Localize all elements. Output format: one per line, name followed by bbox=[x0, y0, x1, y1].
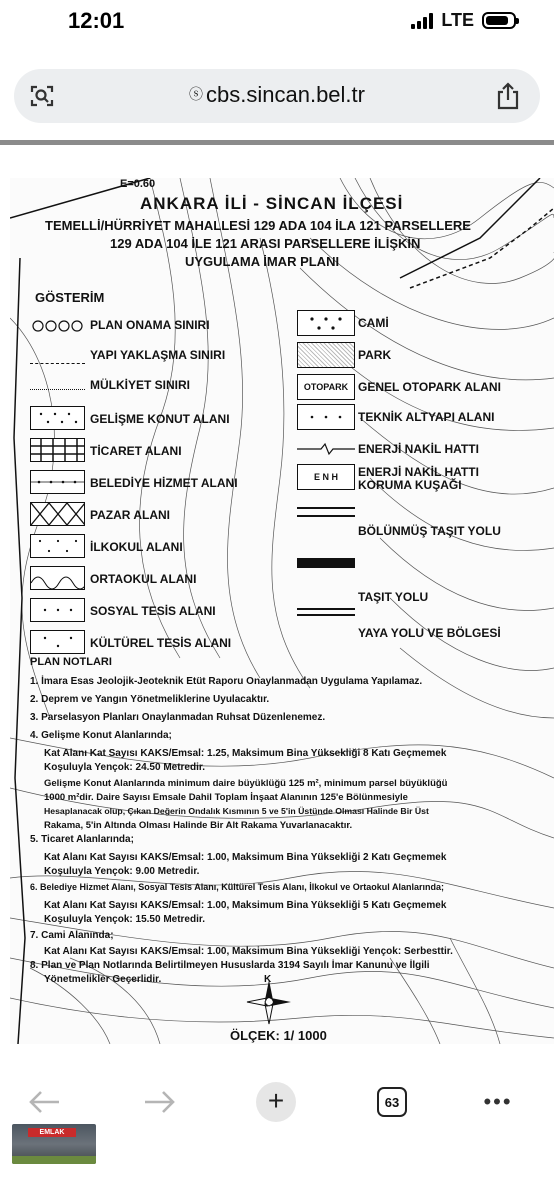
url-label: cbs.sincan.bel.tr bbox=[206, 82, 365, 107]
thumbnail-grass bbox=[12, 1156, 96, 1164]
legend-swatch-parking: OTOPARK bbox=[297, 374, 355, 400]
note-line: 1. İmara Esas Jeolojik-Jeoteknik Etüt Raporu Onaylanmadan Uygulama Yapılamaz. bbox=[30, 676, 423, 687]
legend-swatch-municipal bbox=[30, 470, 85, 494]
density-value: E=0.60 bbox=[120, 178, 156, 190]
url-text[interactable] bbox=[14, 82, 540, 108]
legend-label: YAPI YAKLAŞMA SINIRI bbox=[90, 348, 226, 362]
forward-button[interactable] bbox=[140, 1082, 180, 1122]
legend-swatch-pedestrian-road bbox=[297, 608, 355, 616]
legend-swatch-commerce bbox=[30, 438, 85, 462]
note-line: Kat Alanı Kat Sayısı KAKS/Emsal: 1.00, Maksimum Bina Yüksekliği Yençok: Serbesttir. bbox=[44, 946, 453, 957]
notes-title: PLAN NOTLARI bbox=[30, 656, 112, 668]
note-line: 1000 m²dir. Daire Sayısı Emsale Dahil Toplam İnşaat Alanının 125'e Bölünmesiyle bbox=[44, 792, 408, 803]
note-line: Koşuluyla Yençok: 15.50 Metredir. bbox=[44, 914, 205, 925]
status-indicators bbox=[411, 10, 516, 31]
battery-icon bbox=[482, 12, 516, 29]
legend-swatch-housing bbox=[30, 406, 85, 430]
legend-label: MÜLKİYET SINIRI bbox=[90, 378, 191, 392]
tabs-icon: 63 bbox=[377, 1087, 407, 1117]
legend-swatch-power-line-buffer: E N H bbox=[297, 464, 355, 490]
tabs-button[interactable] bbox=[372, 1082, 412, 1122]
note-line: 4. Gelişme Konut Alanlarında; bbox=[30, 730, 172, 741]
note-line: Koşuluyla Yençok: 9.00 Metredir. bbox=[44, 866, 200, 877]
note-line: 8. Plan ve Plan Notlarında Belirtilmeyen Hususlarda 3194 Sayılı İmar Kanunu ve İlgili bbox=[30, 960, 430, 971]
address-bar[interactable] bbox=[14, 69, 540, 123]
legend-swatch-park bbox=[297, 342, 355, 368]
plan-subtitle-1: TEMELLİ/HÜRRİYET MAHALLESİ 129 ADA 104 İLA 121 PARSELLERE bbox=[45, 218, 471, 233]
legend-swatch-property-line bbox=[30, 370, 85, 390]
plan-title: ANKARA İLİ - SİNCAN İLÇESİ bbox=[140, 194, 404, 213]
note-line: 3. Parselasyon Planları Onaylanmadan Ruhsat Düzenlenemez. bbox=[30, 712, 326, 723]
zoning-plan-map[interactable] bbox=[10, 178, 554, 1044]
legend-label: PLAN ONAMA SINIRI bbox=[90, 318, 210, 332]
tab-preview-thumbnail[interactable] bbox=[12, 1124, 96, 1164]
legend-swatch-road bbox=[297, 558, 355, 568]
status-bar bbox=[0, 0, 554, 44]
battery-fill bbox=[486, 16, 508, 25]
legend-swatch-plan-boundary bbox=[30, 314, 85, 338]
legend-label: TİCARET ALANI bbox=[90, 444, 182, 458]
more-icon: ••• bbox=[483, 1089, 513, 1114]
lock-icon: ⓢ bbox=[189, 86, 204, 102]
legend-swatch-power-line bbox=[297, 436, 355, 462]
legend-label: TEKNİK ALTYAPI ALANI bbox=[358, 410, 495, 424]
legend-label: SOSYAL TESİS ALANI bbox=[90, 604, 216, 618]
note-line: 5. Ticaret Alanlarında; bbox=[30, 834, 134, 845]
page-divider bbox=[0, 140, 554, 145]
signal-icon bbox=[411, 13, 433, 29]
legend-swatch-social-facility bbox=[30, 598, 85, 622]
legend-swatch-setback-line bbox=[30, 344, 85, 364]
legend-swatch-market bbox=[30, 502, 85, 526]
legend-label: GELİŞME KONUT ALANI bbox=[90, 412, 230, 426]
legend-label: ENERJİ NAKİL HATTI KORUMA KUŞAĞI bbox=[358, 465, 479, 492]
share-icon[interactable] bbox=[494, 81, 522, 111]
legend-label: CAMİ bbox=[358, 316, 389, 330]
note-line: 7. Cami Alanında; bbox=[30, 930, 114, 941]
note-line: 2. Deprem ve Yangın Yönetmeliklerine Uyulacaktır. bbox=[30, 694, 270, 705]
back-button[interactable] bbox=[24, 1082, 64, 1122]
legend-swatch-primary-school bbox=[30, 534, 85, 558]
legend-label: KÜLTÜREL TESİS ALANI bbox=[90, 636, 232, 650]
legend-label: İLKOKUL ALANI bbox=[90, 540, 183, 554]
note-line: Koşuluyla Yençok: 24.50 Metredir. bbox=[44, 762, 205, 773]
legend-swatch-cultural-facility bbox=[30, 630, 85, 654]
legend-swatch-middle-school bbox=[30, 566, 85, 590]
legend-label: PARK bbox=[358, 348, 392, 362]
note-line: Gelişme Konut Alanlarında minimum daire büyüklüğü 125 m², minimum parsel büyüklüğü bbox=[44, 778, 448, 789]
note-line: Hesaplanacak olup, Çıkan Değerin Ondalık Kısmının 5 ve 5'in Üstünde Olması Halinde Bir Üst bbox=[44, 806, 429, 816]
legend-title: GÖSTERİM bbox=[35, 290, 105, 305]
legend-label: PAZAR ALANI bbox=[90, 508, 170, 522]
legend-label: GENEL OTOPARK ALANI bbox=[358, 380, 501, 394]
legend-swatch-divided-road bbox=[297, 504, 355, 518]
forward-arrow-icon bbox=[143, 1089, 177, 1115]
note-line: Kat Alanı Kat Sayısı KAKS/Emsal: 1.25, Maksimum Bina Yüksekliği 8 Katı Geçmemek bbox=[44, 748, 447, 759]
legend-label: BELEDİYE HİZMET ALANI bbox=[90, 476, 238, 490]
legend-swatch-infrastructure bbox=[297, 404, 355, 430]
note-line: Yönetmelikler Geçerlidir. bbox=[44, 974, 162, 985]
back-arrow-icon bbox=[27, 1089, 61, 1115]
plan-subtitle-2: 129 ADA 104 İLE 121 ARASI PARSELLERE İLİŞKİN bbox=[110, 236, 421, 251]
note-line: Kat Alanı Kat Sayısı KAKS/Emsal: 1.00, Maksimum Bina Yüksekliği 5 Katı Geçmemek bbox=[44, 900, 447, 911]
north-arrow-icon bbox=[245, 978, 293, 1026]
legend-swatch-mosque bbox=[297, 310, 355, 336]
legend-label: ORTAOKUL ALANI bbox=[90, 572, 197, 586]
note-line: Rakama, 5'in Altında Olması Halinde Bir Alt Rakama Yuvarlanacaktır. bbox=[44, 820, 353, 831]
scale-label: ÖLÇEK: 1/ 1000 bbox=[230, 1028, 327, 1043]
plus-icon: + bbox=[256, 1082, 296, 1122]
compass-label: K bbox=[264, 974, 272, 985]
clock: 12:01 bbox=[68, 8, 125, 33]
more-button[interactable] bbox=[478, 1082, 518, 1122]
new-tab-button[interactable] bbox=[256, 1082, 296, 1122]
note-line: 6. Belediye Hizmet Alanı, Sosyal Tesis Alanı, Kültürel Tesis Alanı, İlkokul ve Ortaokul Alanlarında; bbox=[30, 882, 444, 892]
legend-label: YAYA YOLU VE BÖLGESİ bbox=[358, 626, 501, 640]
note-line: Kat Alanı Kat Sayısı KAKS/Emsal: 1.00, Maksimum Bina Yüksekliği 2 Katı Geçmemek bbox=[44, 852, 447, 863]
plan-subtitle-3: UYGULAMA İMAR PLANI bbox=[185, 254, 340, 269]
browser-toolbar bbox=[0, 1072, 554, 1132]
network-type: LTE bbox=[441, 10, 474, 30]
legend-label: BÖLÜNMÜŞ TAŞIT YOLU bbox=[358, 524, 501, 538]
thumbnail-sign: EMLAK bbox=[28, 1128, 76, 1137]
legend-label: ENERJİ NAKİL HATTI bbox=[358, 442, 479, 456]
legend-label: TAŞIT YOLU bbox=[358, 590, 429, 604]
